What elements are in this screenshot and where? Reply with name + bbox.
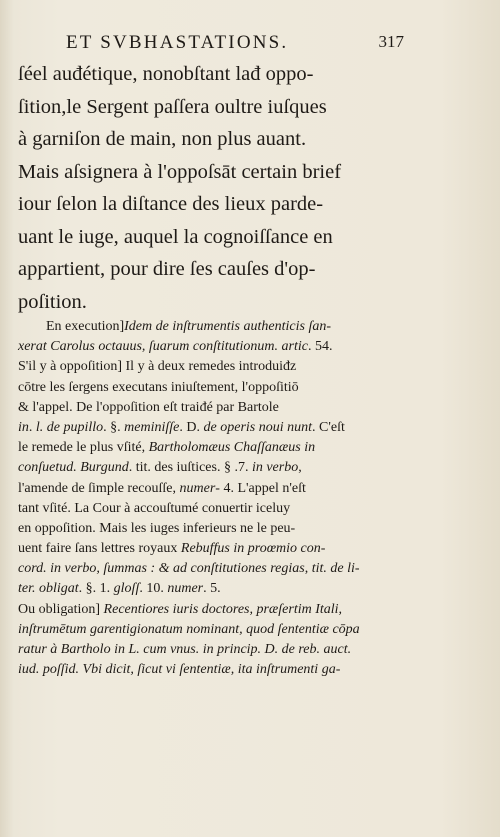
note-text: . tit. des iuſtices. § .7. <box>128 460 252 476</box>
note-citation: xerat Carolus octauus, ſuarum conſtitutionum. artic <box>18 339 308 355</box>
note-line <box>18 317 404 337</box>
page-header <box>66 32 404 54</box>
note-line <box>18 579 404 599</box>
note-citation: Idem de inſtrumentis authenticis ſan- <box>124 319 331 334</box>
note-citation: ter. obligat <box>18 581 79 597</box>
note-text: . §. <box>103 419 125 435</box>
note-text: cōtre les ſergens executans iniuſtement, l'oppoſitiō <box>18 379 299 395</box>
main-text-line: ſéel auđétique, nonobſtant lađ oppo- <box>18 63 314 85</box>
note-citation: inſtrumētum garentigionatum nominant, quod ſententiæ cōpa <box>18 621 360 637</box>
note-line <box>18 337 404 357</box>
note-line <box>18 357 404 377</box>
note-citation: tit. de li- <box>311 561 360 577</box>
note-text: tant vſité. La Cour à accouſtumé conuertir iceluy <box>18 500 291 516</box>
note-line <box>18 499 404 519</box>
page-number: 317 <box>378 32 404 51</box>
note-citation: Bartholomæus Chaſſanæus in <box>148 440 316 456</box>
note-citation: in verbo <box>251 460 299 476</box>
note-text: . D. <box>179 419 204 435</box>
note-citation: Recentiores iuris doctores, præſertim Itali, <box>103 601 343 617</box>
note-text: En execution] <box>46 319 125 334</box>
note-citation: meminiſſe <box>124 419 180 435</box>
note-text: l'amende de ſimple recouſſe, <box>18 480 180 496</box>
note-citation: in <box>18 419 29 435</box>
note-line <box>18 479 404 499</box>
commentary-notes <box>18 317 404 680</box>
main-text-line: iour ſelon la diſtance des lieux parde- <box>18 193 324 215</box>
note-line <box>18 640 404 660</box>
note-text: . 5. <box>203 581 221 597</box>
note-text: - 4. L'appel n'eſt <box>215 480 306 496</box>
note-text: , <box>304 561 312 577</box>
note-line <box>18 660 404 680</box>
note-text: en oppoſition. Mais les iuges inferieurs ne le peu- <box>18 520 296 536</box>
note-text: S'il y à oppoſition] Il y à deux remedes introduiđz <box>18 359 297 375</box>
main-text-line: Mais aſsignera à l'oppoſsāt certain brief <box>18 160 342 183</box>
main-paragraph <box>18 58 408 318</box>
note-line <box>18 600 404 620</box>
note-line <box>18 458 404 478</box>
note-line <box>18 398 404 418</box>
note-citation: gloſſ <box>113 581 140 597</box>
main-text-line: appartient, pour dire ſes cauſes d'op- <box>18 258 316 280</box>
main-text-line: uant le iuge, auquel la cognoiſſance en <box>18 225 333 248</box>
note-text: . §. 1. <box>78 581 114 597</box>
note-citation: de operis noui nunt <box>203 419 313 435</box>
note-text: , <box>298 460 302 476</box>
note-text: & l'appel. De l'oppoſition eſt traiđé par Bartole <box>18 399 279 415</box>
note-text: uent faire ſans lettres royaux <box>18 541 181 557</box>
note-citation: cord. in verbo, ſummas : & ad conſtitutiones regias <box>18 561 305 577</box>
note-citation: conſuetud. Burgund <box>18 460 129 476</box>
note-citation: iud. poſſid. Vbi dicit, ſicut vi ſententiæ, ita inſtrumenti ga- <box>18 662 341 678</box>
note-text: . C'eſt <box>312 419 345 435</box>
note-line <box>18 438 404 458</box>
note-text: . 54. <box>307 339 333 355</box>
main-text-line: ſition,le Sergent paſſera oultre iuſques <box>18 95 327 118</box>
note-text: le remede le plus vſité, <box>18 440 149 456</box>
note-citation: l. de pupillo <box>35 419 104 435</box>
note-text: Ou obligation] <box>18 601 104 617</box>
note-line <box>18 418 404 438</box>
note-citation: ratur à Bartholo in L. cum vnus. in princip. D. de reb. auct. <box>18 642 352 657</box>
note-citation: numer <box>179 480 216 496</box>
running-title: ET SVBHASTATIONS. <box>66 32 289 53</box>
main-text-line: à garniſon de main, non plus auant. <box>18 128 307 150</box>
note-line <box>18 378 404 398</box>
note-line <box>18 539 404 559</box>
note-line <box>18 620 404 640</box>
note-line <box>18 559 404 579</box>
note-citation: Rebuffus in proœmio con- <box>180 541 326 557</box>
note-text: . <box>28 419 36 435</box>
note-text: . 10. <box>139 581 168 597</box>
main-text-line: poſition. <box>18 290 87 313</box>
note-line <box>18 519 404 539</box>
note-citation: numer <box>167 581 204 597</box>
